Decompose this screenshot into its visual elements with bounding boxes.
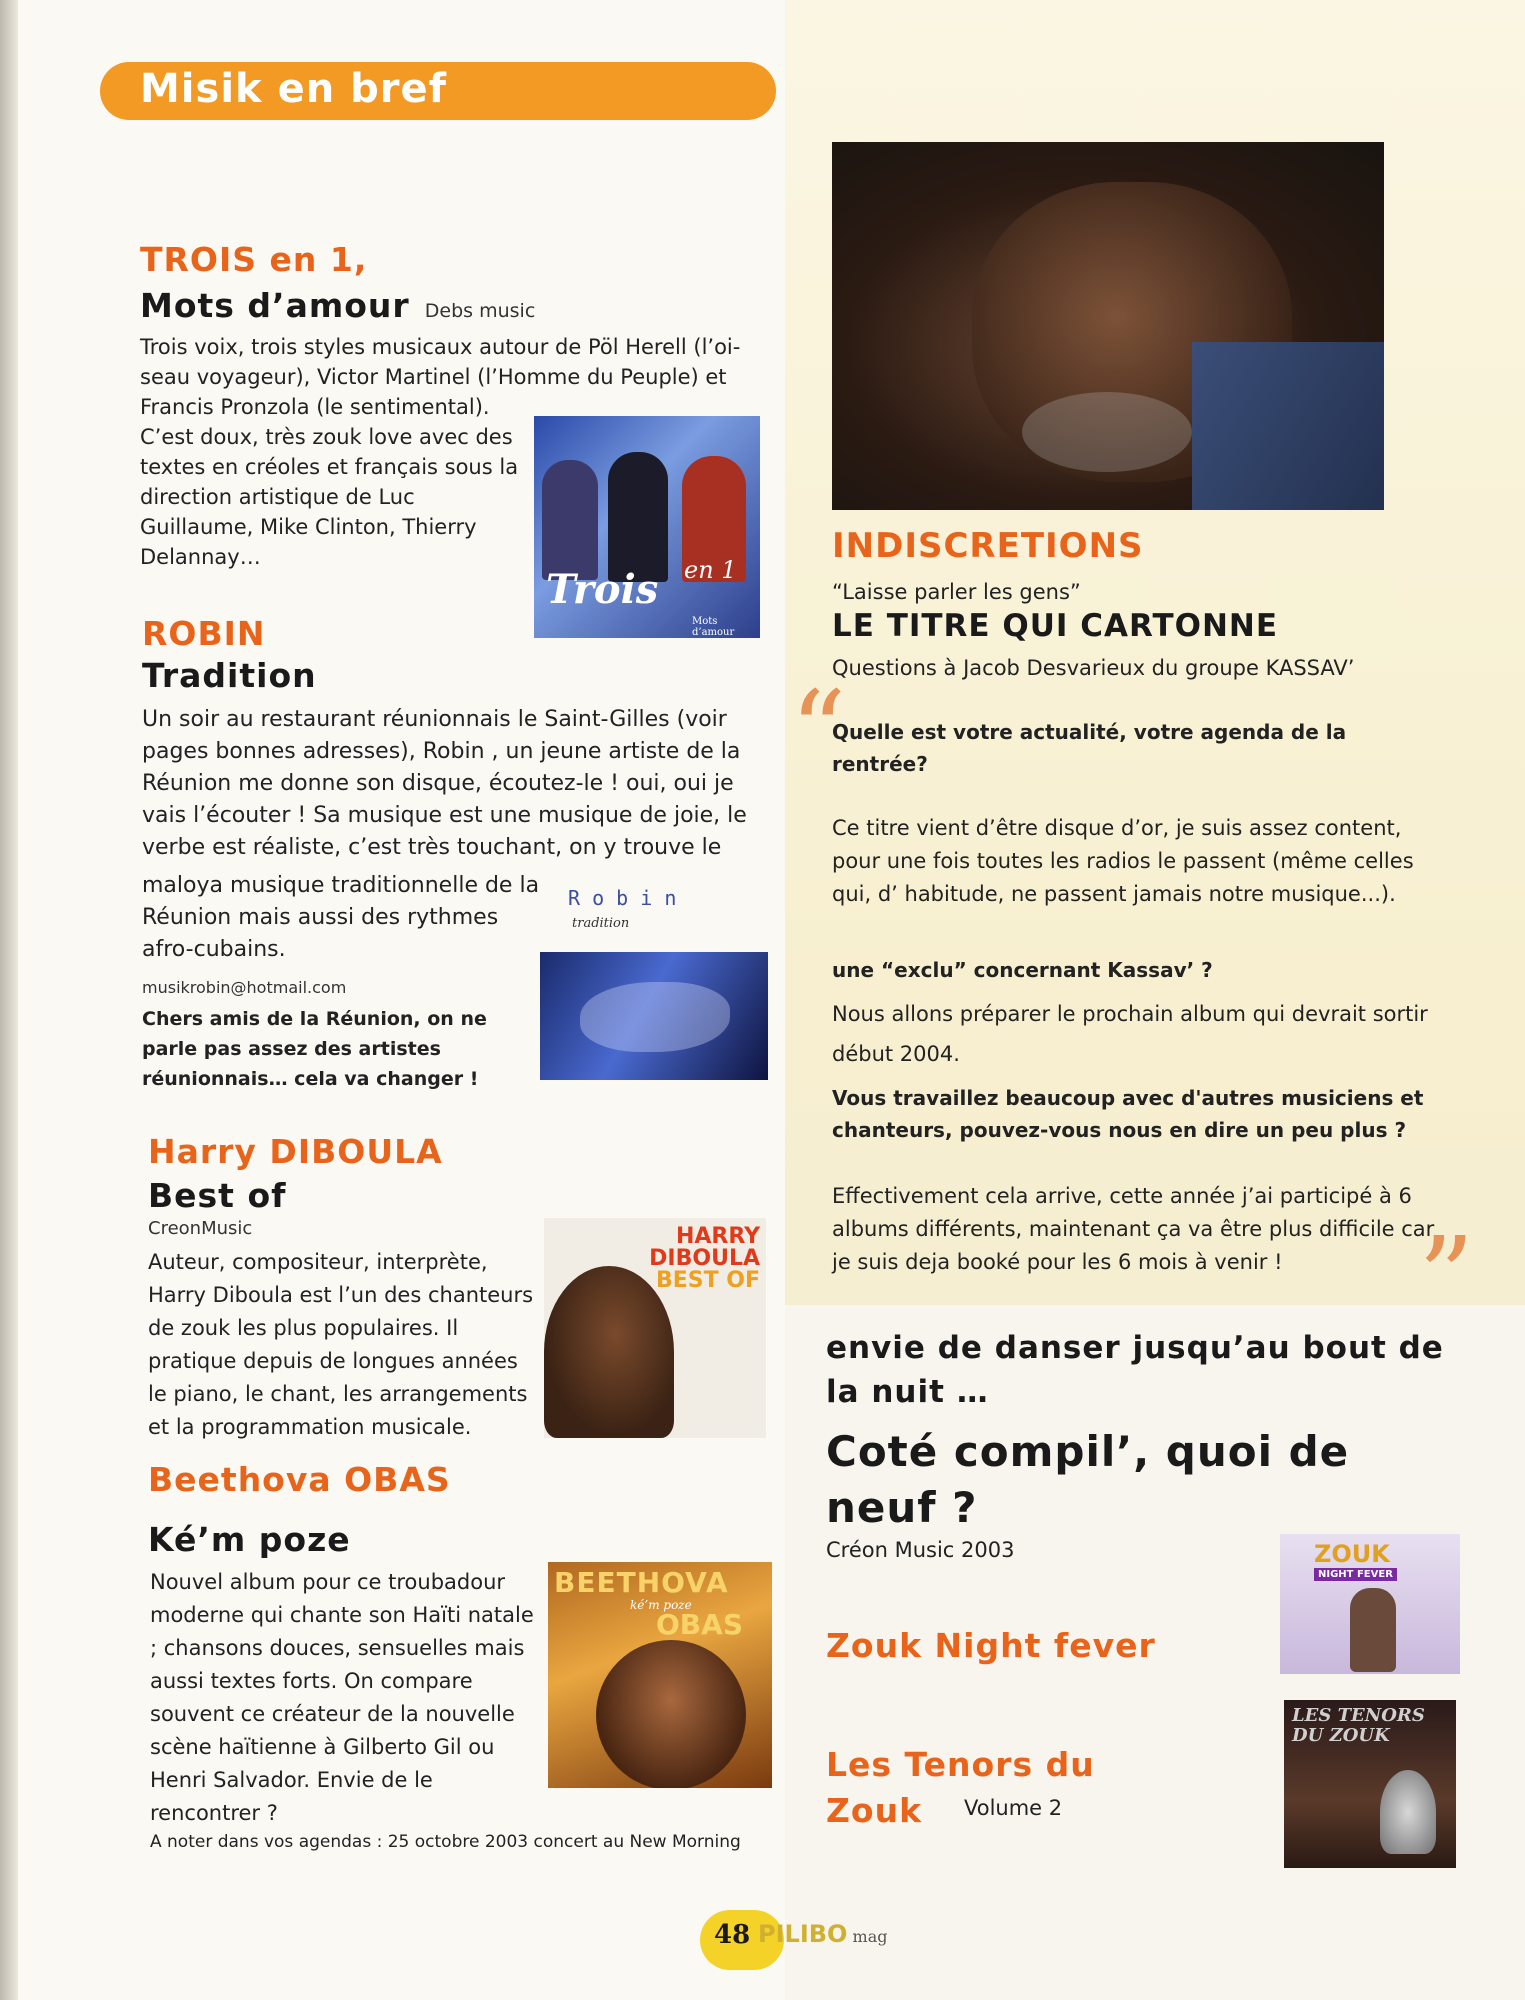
indiscretions-subtitle: Questions à Jacob Desvarieux du groupe KASSAV’: [832, 656, 1355, 680]
indiscretions-headline: LE TITRE QUI CARTONNE: [832, 608, 1279, 644]
interview-question-1: Quelle est votre actualité, votre agenda de la rentrée?: [832, 720, 1347, 776]
indiscretions-title: INDISCRETIONS: [832, 526, 1144, 566]
brand-name: PILIBO: [758, 1920, 848, 1948]
beethova-cover-sub: ké’m poze: [630, 1598, 692, 1612]
close-quote-mark: ”: [1418, 1213, 1475, 1341]
beethova-album-title: Ké’m poze: [148, 1520, 351, 1559]
trois-cover-en: en 1: [684, 556, 737, 584]
compil-lead: envie de danser jusqu’au bout de la nuit …: [826, 1330, 1444, 1410]
zouk-cover-title: ZOUK: [1314, 1540, 1390, 1568]
interview-answer-3: Effectivement cela arrive, cette année j’ai participé à 6 albums différents, maintenant ça va être plus difficile car je suis deja booké pour les 6 mois à venir !: [832, 1184, 1435, 1274]
interview-answer-2: Nous allons préparer le prochain album qui devrait sortir début 2004.: [832, 1002, 1428, 1066]
robin-title: ROBIN: [142, 614, 266, 653]
harry-album-title: Best of: [148, 1176, 287, 1215]
interview-answer-1: Ce titre vient d’être disque d’or, je suis assez content, pour une fois toutes les radios le passent (même celles qui, d’ habitude, ne passent jamais notre musique...).: [832, 816, 1414, 906]
tenors-cover-title: LES TENORS DU ZOUK: [1292, 1705, 1425, 1746]
compil-label: Créon Music 2003: [826, 1538, 1015, 1562]
indiscretions-quote: “Laisse parler les gens”: [832, 580, 1081, 604]
footer-brand: [758, 1920, 887, 1948]
robin-body: Un soir au restaurant réunionnais le Saint-Gilles (voir pages bonnes adresses), Robin , un jeune artiste de la Réunion me donne son disque, écoutez-le ! oui, oui je vais l’écouter ! Sa musique est une musique de joie, le verbe est réaliste, c’est très touchant, on y trouve le: [142, 707, 747, 860]
robin-note: Chers amis de la Réunion, on ne parle pas assez des artistes réunionnais… cela va changer !: [142, 1008, 487, 1090]
trois-album-title: Mots d’amour: [140, 286, 410, 325]
trois-body-2: C’est doux, très zouk love avec des textes en créoles et français sous la direction artistique de Luc Guillaume, Mike Clinton, Thierry Delannay…: [140, 425, 519, 569]
harry-cover-name-1: HARRY: [675, 1224, 760, 1249]
beethova-note: A noter dans vos agendas : 25 octobre 2003 concert au New Morning: [150, 1832, 741, 1852]
compil-item-2-label: Volume 2: [964, 1796, 1063, 1820]
zouk-cover-sub: NIGHT FEVER: [1314, 1568, 1397, 1581]
harry-body: Auteur, compositeur, interprète, Harry Diboula est l’un des chanteurs de zouk les plus populaires. Il pratique depuis de longues années le piano, le chant, les arrangements et la programmation musicale.: [148, 1250, 534, 1439]
trois-subtitle-row: [140, 286, 535, 325]
robin-cover-name: R o b i n: [568, 886, 677, 910]
banner-title: Misik en bref: [140, 66, 447, 112]
trois-cover-sub: Mots d’amour: [692, 616, 735, 638]
interview-question-3: Vous travaillez beaucoup avec d'autres musiciens et chanteurs, pouvez-vous nous en dire un peu plus ?: [832, 1086, 1424, 1142]
compil-item-tenors-du-zouk: Les Tenors du Zouk: [826, 1745, 1095, 1830]
beethova-title: Beethova OBAS: [148, 1460, 451, 1499]
harry-cover-name-2: DIBOULA: [649, 1246, 760, 1271]
open-quote-mark: “: [790, 667, 847, 795]
harry-cover-image: [544, 1218, 766, 1438]
tenors-du-zouk-cover: [1284, 1700, 1456, 1868]
trois-title: TROIS en 1,: [140, 240, 368, 279]
robin-cover-sub: tradition: [572, 916, 630, 931]
trois-body: Trois voix, trois styles musicaux autour de Pöl Herell (l’oi-seau voyageur), Victor Martinel (l’Homme du Peuple) et Francis Pronzola (le sentimental).: [140, 335, 741, 419]
harry-cover-name-3: BEST OF: [655, 1268, 760, 1293]
robin-email: musikrobin@hotmail.com: [142, 978, 347, 997]
beethova-cover-name-1: BEETHOVA: [554, 1566, 729, 1599]
robin-album-title: Tradition: [142, 656, 317, 695]
beethova-cover-image: [548, 1562, 772, 1788]
compil-title: Coté compil’, quoi de neuf ?: [826, 1427, 1350, 1532]
robin-body-2: maloya musique traditionnelle de la Réunion mais aussi des rythmes afro-cubains.: [142, 873, 540, 962]
robin-cover-image: [540, 952, 768, 1080]
trois-label: Debs music: [424, 300, 536, 322]
zouk-night-fever-cover: [1280, 1534, 1460, 1674]
harry-title: Harry DIBOULA: [148, 1132, 443, 1171]
beethova-cover-name-2: OBAS: [656, 1608, 743, 1641]
brand-suffix: mag: [852, 1927, 888, 1946]
interview-photo: [832, 142, 1384, 510]
page-spine: [0, 0, 18, 2000]
interview-question-2: une “exclu” concernant Kassav’ ?: [832, 958, 1213, 982]
harry-label: CreonMusic: [148, 1218, 253, 1239]
compil-item-zouk-night-fever: Zouk Night fever: [826, 1626, 1156, 1665]
trois-cover-script: Trois: [546, 566, 659, 613]
page-number: 48: [714, 1920, 751, 1950]
section-banner: [100, 62, 776, 120]
beethova-body: Nouvel album pour ce troubadour moderne qui chante son Haïti natale ; chansons douces, sensuelles mais aussi textes forts. On compare souvent ce créateur de la nouvelle scène haïtienne à Gilberto Gil ou Henri Salvador. Envie de le rencontrer ?: [150, 1570, 534, 1825]
trois-cover-image: [534, 416, 760, 638]
